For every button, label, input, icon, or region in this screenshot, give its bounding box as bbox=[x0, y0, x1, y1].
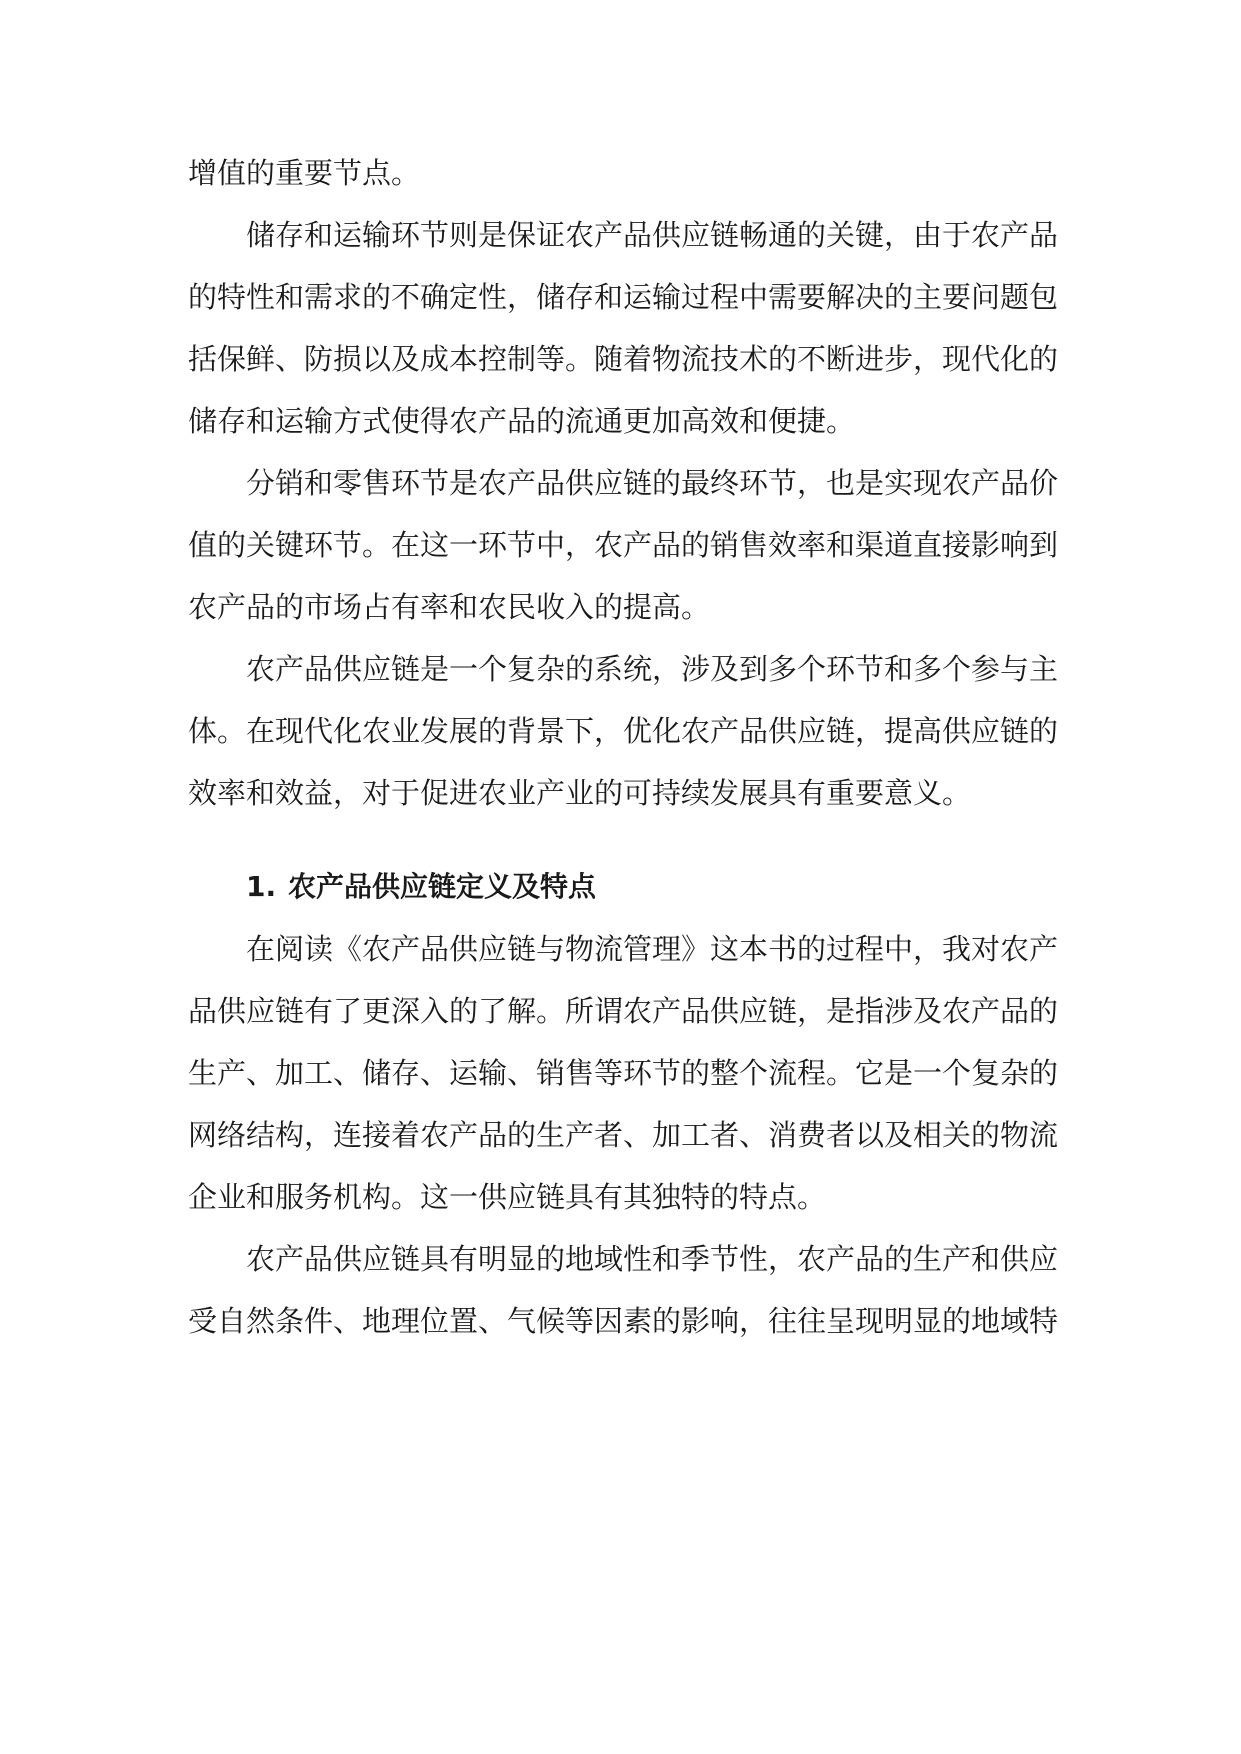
paragraph-definition bbox=[188, 918, 1059, 1228]
paragraph-line: 农产品的市场占有率和农民收入的提高。 bbox=[188, 590, 711, 624]
paragraph-line: 括保鲜、防损以及成本控制等。随着物流技术的不断进步，现代化的 bbox=[188, 342, 1059, 376]
paragraph-line: 储存和运输方式使得农产品的流通更加高效和便捷。 bbox=[188, 404, 856, 438]
paragraph-line: 的特性和需求的不确定性，储存和运输过程中需要解决的主要问题包 bbox=[188, 280, 1059, 314]
paragraph-line: 企业和服务机构。这一供应链具有其独特的特点。 bbox=[188, 1180, 827, 1214]
paragraph-storage-transport bbox=[188, 204, 1059, 452]
paragraph-supply-chain-system bbox=[188, 638, 1059, 824]
paragraph-line: 效率和效益，对于促进农业产业的可持续发展具有重要意义。 bbox=[188, 776, 972, 810]
paragraph-line: 在阅读《农产品供应链与物流管理》这本书的过程中，我对农产 bbox=[246, 932, 1059, 966]
paragraph-line: 增值的重要节点。 bbox=[188, 156, 421, 190]
paragraph-line: 农产品供应链是一个复杂的系统，涉及到多个环节和多个参与主 bbox=[246, 652, 1059, 686]
paragraph-line: 农产品供应链具有明显的地域性和季节性，农产品的生产和供应 bbox=[246, 1242, 1059, 1276]
paragraph-regional-seasonal bbox=[188, 1228, 1059, 1352]
document-body bbox=[188, 142, 1059, 1352]
paragraph-line: 值的关键环节。在这一环节中，农产品的销售效率和渠道直接影响到 bbox=[188, 528, 1059, 562]
paragraph-line: 网络结构，连接着农产品的生产者、加工者、消费者以及相关的物流 bbox=[188, 1118, 1059, 1152]
section-number: 1. bbox=[246, 870, 277, 903]
section-title: 农产品供应链定义及特点 bbox=[288, 870, 597, 903]
paragraph-line: 体。在现代化农业发展的背景下，优化农产品供应链，提高供应链的 bbox=[188, 714, 1059, 748]
paragraph-line: 生产、加工、储存、运输、销售等环节的整个流程。它是一个复杂的 bbox=[188, 1056, 1059, 1090]
section-heading bbox=[188, 856, 1054, 918]
paragraph-line: 受自然条件、地理位置、气候等因素的影响，往往呈现明显的地域特 bbox=[188, 1304, 1059, 1338]
paragraph-line: 品供应链有了更深入的了解。所谓农产品供应链，是指涉及农产品的 bbox=[188, 994, 1059, 1028]
paragraph-line: 储存和运输环节则是保证农产品供应链畅通的关键，由于农产品 bbox=[246, 218, 1059, 252]
paragraph-distribution-retail bbox=[188, 452, 1059, 638]
paragraph-line: 分销和零售环节是农产品供应链的最终环节，也是实现农产品价 bbox=[246, 466, 1059, 500]
